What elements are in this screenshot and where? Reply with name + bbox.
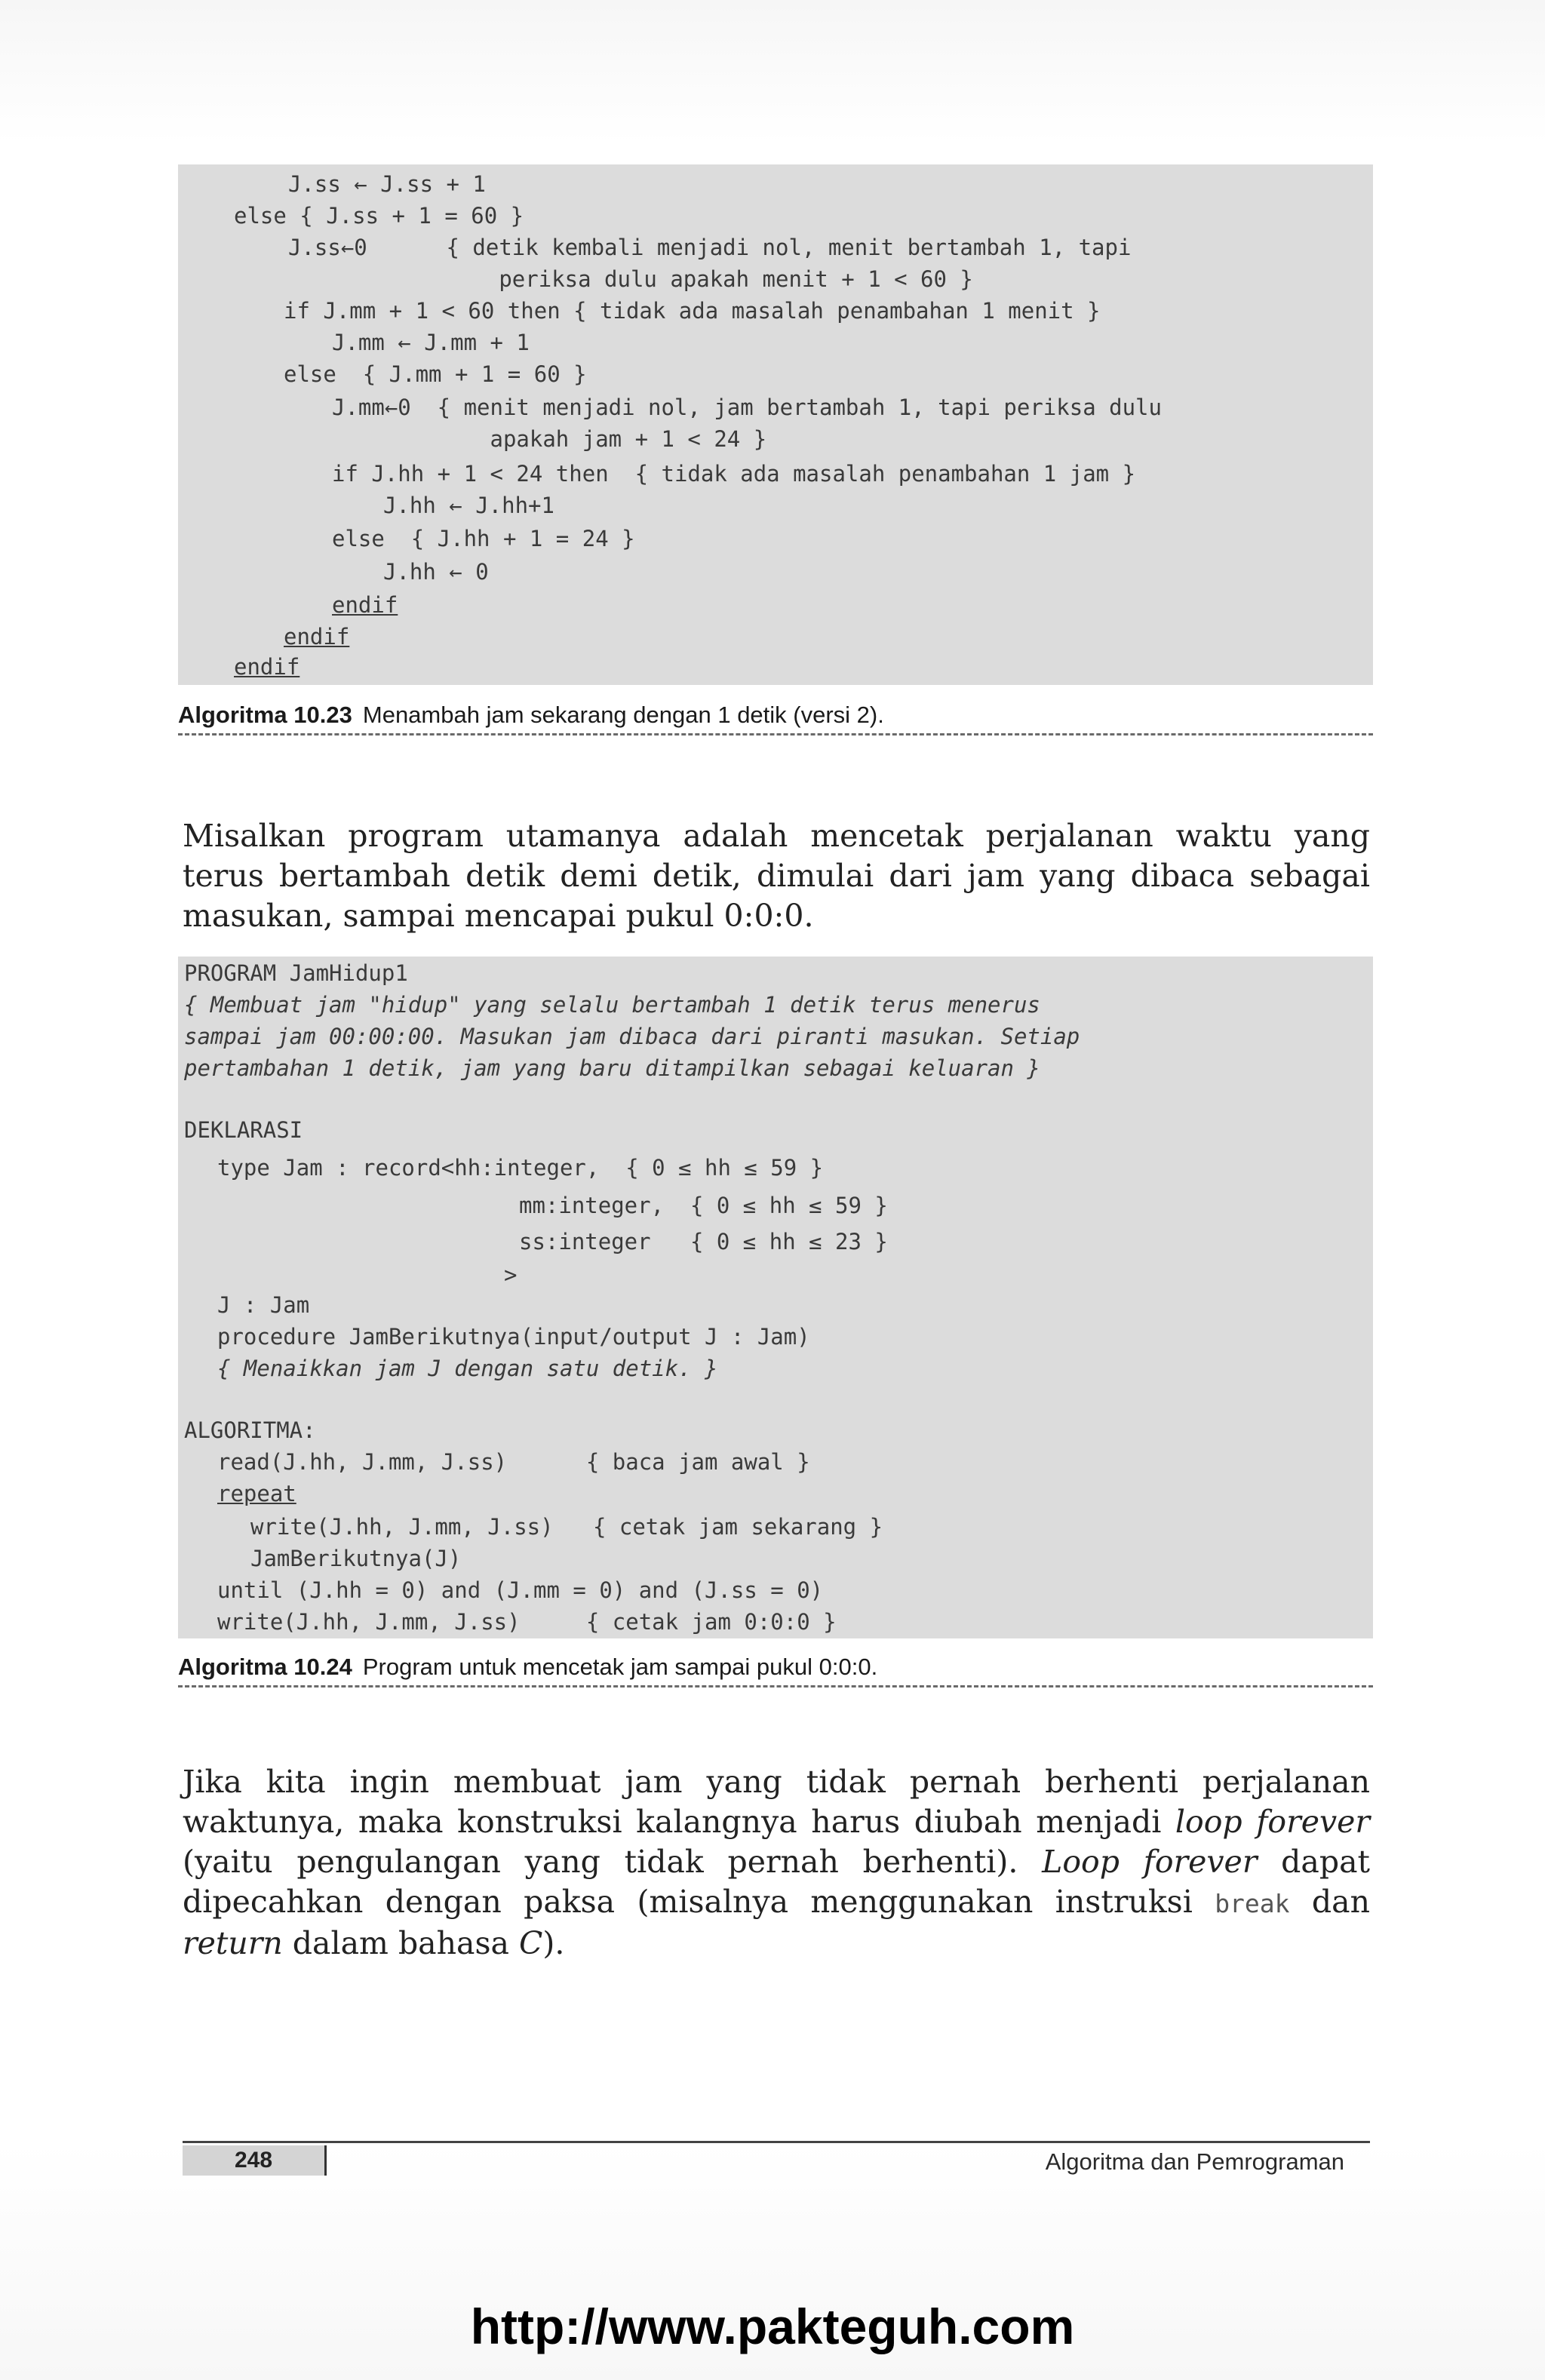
- running-footer-title: Algoritma dan Pemrograman: [1045, 2148, 1344, 2175]
- code-line: ALGORITMA:: [184, 1417, 316, 1443]
- code-line: J.hh ← J.hh+1: [383, 493, 554, 518]
- code-line: mm:integer, { 0 ≤ hh ≤ 59 }: [519, 1193, 888, 1218]
- code-line: J.mm←0 { menit menjadi nol, jam bertambah 1, tapi periksa dulu: [332, 395, 1162, 420]
- code-line: else { J.ss + 1 = 60 }: [234, 203, 524, 229]
- body-paragraph: [183, 1762, 1370, 1964]
- code-line: J.ss ← J.ss + 1: [288, 171, 486, 197]
- caption-number: Algoritma 10.23: [178, 702, 352, 728]
- code-line: apakah jam + 1 < 24 }: [332, 426, 767, 452]
- paragraph-text: (yaitu pengulangan yang tidak pernah berhenti).: [183, 1844, 1043, 1880]
- code-line: write(J.hh, J.mm, J.ss) { cetak jam 0:0:0 }: [217, 1609, 837, 1635]
- watermark-url: http://www.pakteguh.com: [470, 2299, 1075, 2354]
- caption-text: Menambah jam sekarang dengan 1 detik (versi 2).: [362, 702, 884, 728]
- caption-number: Algoritma 10.24: [178, 1654, 352, 1680]
- paragraph-text: dan: [1289, 1884, 1370, 1920]
- paragraph-text: Jika kita ingin membuat jam yang tidak pernah berhenti perjalanan waktunya, maka konstruksi kalangnya harus diubah menjadi: [183, 1764, 1370, 1840]
- code-line: type Jam : record<hh:integer, { 0 ≤ hh ≤ 59 }: [217, 1155, 824, 1181]
- caption-text: Program untuk mencetak jam sampai pukul 0:0:0.: [362, 1654, 878, 1680]
- code-line: endif: [284, 624, 350, 650]
- code-line: { Menaikkan jam J dengan satu detik. }: [217, 1356, 718, 1381]
- keyword-break: break: [1215, 1889, 1290, 1918]
- code-line: >: [504, 1262, 518, 1288]
- keyword-return: return: [183, 1925, 283, 1961]
- code-line: PROGRAM JamHidup1: [184, 960, 408, 986]
- code-line: pertambahan 1 detik, jam yang baru ditampilkan sebagai keluaran }: [184, 1055, 1040, 1081]
- code-line: until (J.hh = 0) and (J.mm = 0) and (J.ss = 0): [217, 1577, 824, 1603]
- code-block-algoritma-10-24: [178, 957, 1373, 1638]
- code-block-algoritma-10-23: [178, 164, 1373, 685]
- code-line: periksa dulu apakah menit + 1 < 60 }: [288, 266, 973, 292]
- body-paragraph: Misalkan program utamanya adalah mencetak perjalanan waktu yang terus bertambah detik demi detik, dimulai dari jam yang dibaca sebagai masukan, sampai mencapai pukul 0:0:0.: [183, 818, 1370, 934]
- paragraph-text: dapat dipecahkan dengan paksa (misalnya menggunakan instruksi: [183, 1844, 1370, 1920]
- footer-rule: [183, 2141, 1370, 2143]
- code-line: J : Jam: [217, 1292, 310, 1318]
- code-line: endif: [332, 592, 398, 618]
- code-line: repeat: [217, 1481, 296, 1506]
- code-line: endif: [234, 654, 300, 680]
- code-line: if J.hh + 1 < 24 then { tidak ada masalah penambahan 1 jam }: [332, 461, 1136, 487]
- code-line: J.ss←0 { detik kembali menjadi nol, menit bertambah 1, tapi: [288, 235, 1132, 260]
- code-line: J.hh ← 0: [383, 559, 489, 585]
- code-line: else { J.hh + 1 = 24 }: [332, 526, 635, 551]
- code-line: J.mm ← J.mm + 1: [332, 330, 530, 355]
- paragraph-text: ).: [542, 1925, 565, 1961]
- term-loop-forever: loop forever: [1175, 1804, 1370, 1840]
- code-line: { Membuat jam "hidup" yang selalu bertambah 1 detik terus menerus: [184, 992, 1040, 1018]
- language-c: C: [519, 1925, 543, 1961]
- code-line: read(J.hh, J.mm, J.ss) { baca jam awal }: [217, 1449, 810, 1475]
- code-line: ss:integer { 0 ≤ hh ≤ 23 }: [519, 1229, 888, 1254]
- code-line: procedure JamBerikutnya(input/output J : Jam): [217, 1324, 810, 1350]
- code-line: else { J.mm + 1 = 60 }: [284, 361, 587, 387]
- code-line: if J.mm + 1 < 60 then { tidak ada masalah penambahan 1 menit }: [284, 298, 1101, 324]
- page-number: 248: [183, 2145, 327, 2176]
- code-line: DEKLARASI: [184, 1117, 303, 1143]
- code-line: write(J.hh, J.mm, J.ss) { cetak jam sekarang }: [250, 1514, 883, 1540]
- figure-caption: [178, 702, 1373, 735]
- code-line: JamBerikutnya(J): [250, 1546, 462, 1571]
- paragraph-text: dalam bahasa: [282, 1925, 519, 1961]
- code-line: sampai jam 00:00:00. Masukan jam dibaca dari piranti masukan. Setiap: [184, 1024, 1080, 1049]
- figure-caption: [178, 1654, 1373, 1687]
- term-loop-forever: Loop forever: [1042, 1844, 1258, 1880]
